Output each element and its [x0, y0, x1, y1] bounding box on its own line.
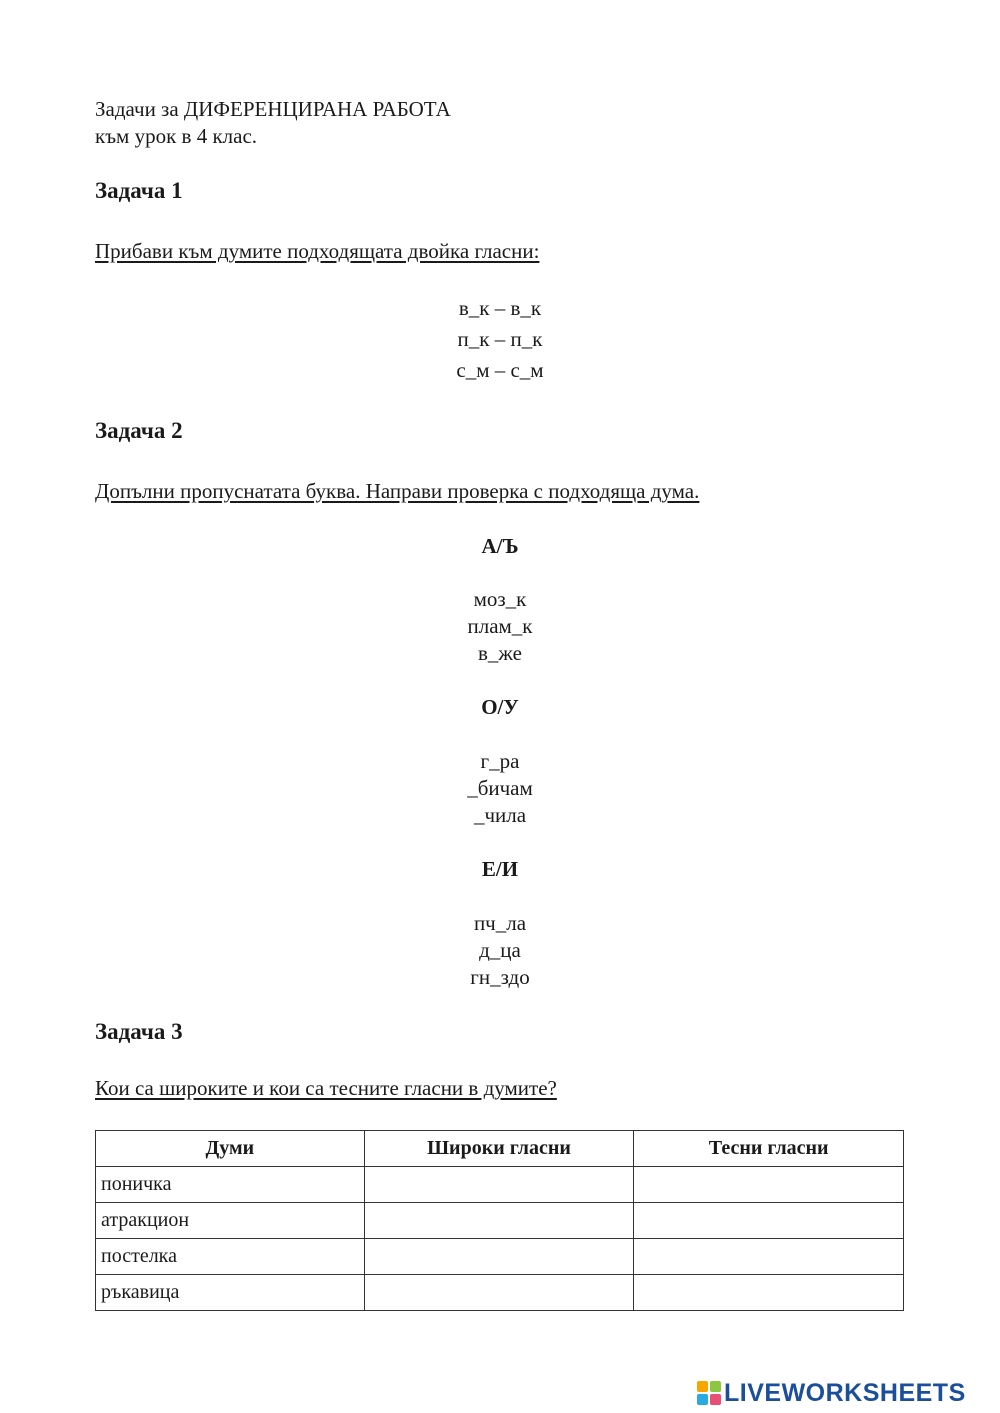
task3-instruction: Кои са широките и кои са тесните гласни в думите?	[95, 1076, 557, 1100]
liveworksheets-logo-icon	[697, 1381, 721, 1405]
word-list-a-ye	[0, 586, 1000, 667]
word-item: _чила	[473, 803, 527, 827]
narrow-vowels-answer-cell[interactable]	[634, 1275, 904, 1311]
liveworksheets-logo-text: LIVEWORKSHEETS	[724, 1378, 966, 1407]
wide-vowels-answer-cell[interactable]	[364, 1167, 634, 1203]
table-header-row	[96, 1131, 904, 1167]
group-title-a-ye: А/Ъ	[481, 534, 519, 558]
word-cell: поничка	[96, 1167, 365, 1203]
task1-heading: Задача 1	[95, 178, 183, 203]
liveworksheets-logo	[697, 1377, 966, 1409]
task1-pairs	[0, 293, 1000, 386]
group-title-o-u: О/У	[481, 695, 519, 719]
intro	[95, 96, 451, 150]
logo-mark-square	[697, 1394, 708, 1405]
vowel-pair-line: п_к – п_к	[457, 327, 543, 351]
word-cell: постелка	[96, 1239, 365, 1275]
table-row	[96, 1239, 904, 1275]
header-narrow-vowels: Тесни гласни	[634, 1131, 904, 1167]
task3-heading: Задача 3	[95, 1019, 183, 1044]
word-list-e-i	[0, 910, 1000, 991]
narrow-vowels-answer-cell[interactable]	[634, 1167, 904, 1203]
narrow-vowels-answer-cell[interactable]	[634, 1239, 904, 1275]
table-row	[96, 1167, 904, 1203]
narrow-vowels-answer-cell[interactable]	[634, 1203, 904, 1239]
vowel-pair-line: с_м – с_м	[456, 358, 544, 382]
vowel-pair-line: в_к – в_к	[458, 296, 542, 320]
wide-vowels-answer-cell[interactable]	[364, 1203, 634, 1239]
table-row	[96, 1203, 904, 1239]
word-item: гн_здо	[470, 965, 530, 989]
word-item: моз_к	[473, 587, 527, 611]
wide-vowels-answer-cell[interactable]	[364, 1275, 634, 1311]
header-words: Думи	[96, 1131, 365, 1167]
group-title-e-i: Е/И	[481, 857, 519, 881]
intro-line-2: към урок в 4 клас.	[95, 124, 258, 148]
task1-instruction: Прибави към думите подходящата двойка гласни:	[95, 239, 540, 263]
word-item: г_ра	[480, 749, 520, 773]
word-item: _бичам	[467, 776, 533, 800]
word-item: д_ца	[479, 938, 521, 962]
task2-instruction: Допълни пропуснатата буква. Направи проверка с подходяща дума.	[95, 479, 700, 503]
task2-heading: Задача 2	[95, 418, 183, 443]
vowels-table	[95, 1130, 904, 1311]
word-item: в_же	[478, 641, 522, 665]
intro-line-1: Задачи за ДИФЕРЕНЦИРАНА РАБОТА	[95, 97, 451, 121]
table-row	[96, 1275, 904, 1311]
word-cell: ръкавица	[96, 1275, 365, 1311]
word-list-o-u	[0, 748, 1000, 829]
word-item: пч_ла	[473, 911, 527, 935]
logo-mark-square	[710, 1381, 721, 1392]
header-wide-vowels: Широки гласни	[364, 1131, 634, 1167]
logo-mark-square	[710, 1394, 721, 1405]
word-cell: атракцион	[96, 1203, 365, 1239]
word-item: плам_к	[467, 614, 533, 638]
wide-vowels-answer-cell[interactable]	[364, 1239, 634, 1275]
logo-mark-square	[697, 1381, 708, 1392]
